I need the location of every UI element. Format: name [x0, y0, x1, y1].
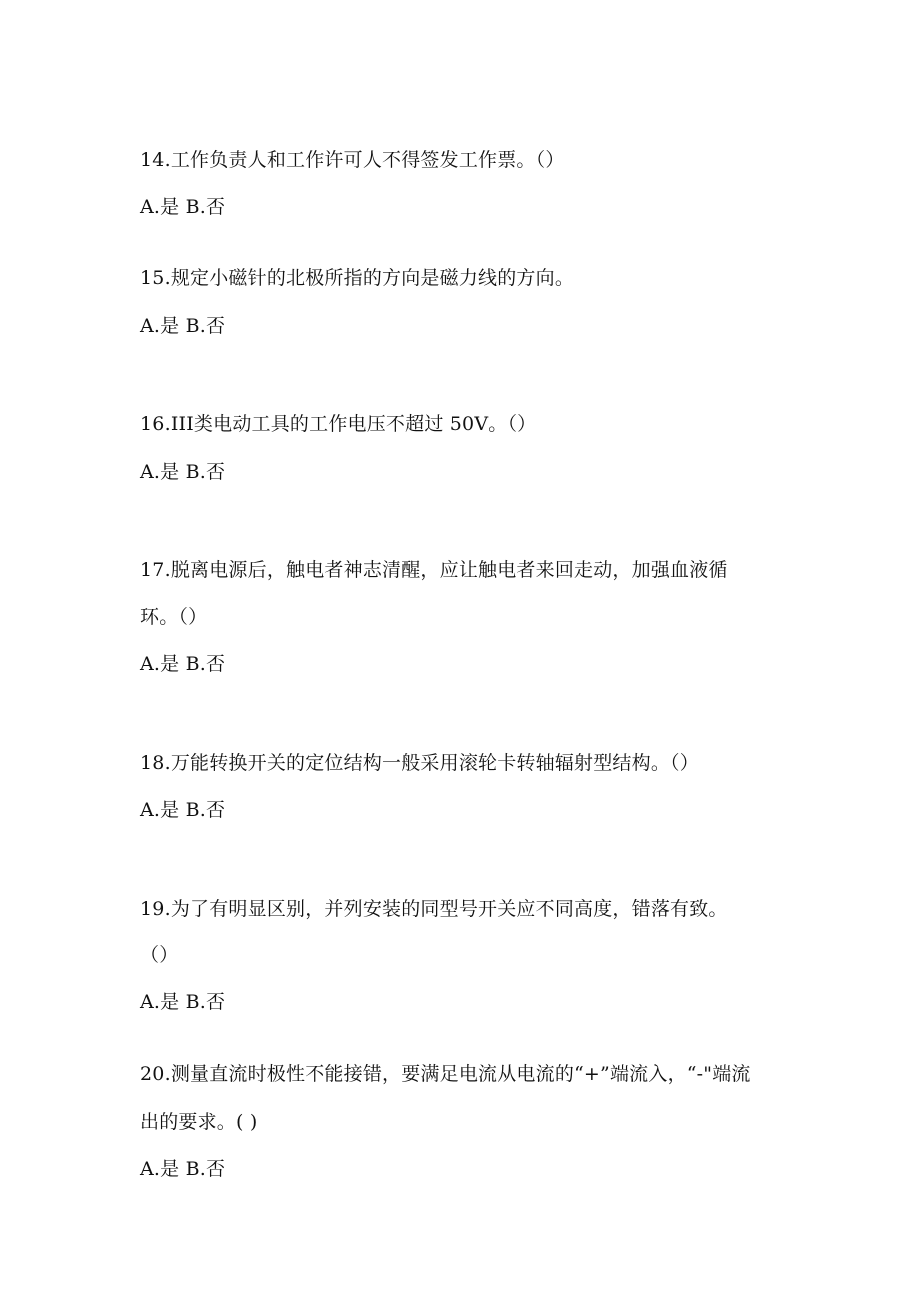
question-16-options: A.是 B.否 [140, 461, 226, 483]
question-16-text: 16.III类电动工具的工作电压不超过 50V。（） [140, 413, 537, 435]
question-17-text: 17.脱离电源后，触电者神志清醒，应让触电者来回走动，加强血液循 [140, 559, 728, 581]
question-15-text: 15.规定小磁针的北极所指的方向是磁力线的方向。 [140, 267, 575, 289]
question-15-options: A.是 B.否 [140, 315, 226, 337]
question-18-options: A.是 B.否 [140, 799, 226, 821]
question-14-text: 14.工作负责人和工作许可人不得签发工作票。（） [140, 149, 565, 171]
question-17-text-continued: 环。（） [140, 606, 208, 628]
question-18-text: 18.万能转换开关的定位结构一般采用滚轮卡转轴辐射型结构。（） [140, 752, 699, 774]
question-19-text: 19.为了有明显区别，并列安装的同型号开关应不同高度，错落有致。 [140, 898, 728, 920]
question-19-options: A.是 B.否 [140, 991, 226, 1013]
question-14-options: A.是 B.否 [140, 196, 226, 218]
question-19-text-continued: （） [140, 944, 179, 966]
question-20-text: 20.测量直流时极性不能接错，要满足电流从电流的“+”端流入，“-"端流 [140, 1063, 751, 1085]
question-20-text-continued: 出的要求。( ) [140, 1111, 258, 1133]
question-17-options: A.是 B.否 [140, 653, 226, 675]
question-20-options: A.是 B.否 [140, 1158, 226, 1180]
